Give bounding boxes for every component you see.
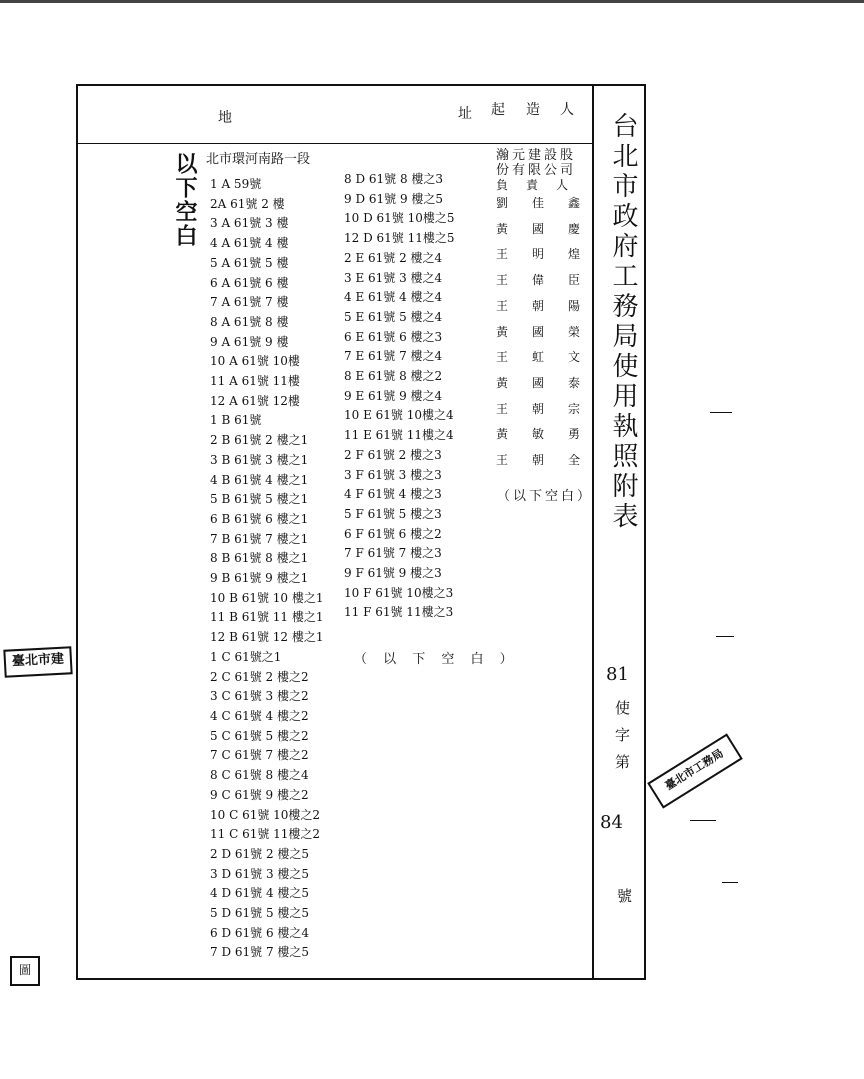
owner-name: 黃 國 榮: [496, 324, 587, 339]
address-entry: 12 A 61號 12樓: [210, 393, 300, 408]
address-entry: 11 B 61號 11 樓之1: [210, 610, 324, 625]
address-entry: 11 C 61號 11樓之2: [210, 827, 321, 842]
address-entry: 2 E 61號 2 樓之4: [344, 250, 443, 265]
owner-name: 王 偉 臣: [496, 273, 587, 288]
owner-name: 王 朝 宗: [496, 401, 587, 416]
company-name-line2: 份有限公司: [496, 163, 577, 178]
address-entry: 4 A 61號 4 樓: [210, 236, 289, 251]
address-entry: 5 F 61號 5 樓之3: [344, 506, 442, 521]
address-entry: 1 B 61號: [210, 413, 262, 428]
owner-end-note: （以下空白）: [497, 489, 594, 504]
address-entry: 6 E 61號 6 樓之3: [344, 329, 443, 344]
address-entry: 9 C 61號 9 樓之2: [210, 787, 309, 802]
page-title: 台北市政府工務局使用執照附表: [608, 112, 638, 532]
header-owner-label-2: 造: [526, 102, 540, 118]
address-column-1: [210, 175, 324, 963]
street-name: 北市環河南路一段: [206, 152, 311, 167]
address-entry: 8 C 61號 8 樓之4: [210, 768, 309, 783]
address-entry: 11 A 61號 11樓: [210, 374, 300, 389]
address-entry: 5 C 61號 5 樓之2: [210, 728, 309, 743]
address-entry: 6 D 61號 6 樓之4: [210, 925, 310, 940]
owner-names: [496, 191, 586, 474]
address-entry: 5 E 61號 5 樓之4: [344, 309, 443, 324]
address-entry: 2A 61號 2 樓: [210, 196, 285, 211]
address-entry: 11 F 61號 11樓之3: [344, 605, 454, 620]
address-entry: 7 E 61號 7 樓之4: [344, 349, 443, 364]
scan-mark: [710, 412, 732, 413]
address-entry: 8 E 61號 8 樓之2: [344, 369, 443, 384]
owner-name: 王 朝 陽: [496, 298, 587, 313]
address-entry: 3 A 61號 3 樓: [210, 216, 289, 231]
owner-name: 王 虹 文: [496, 350, 587, 365]
scan-mark: [716, 636, 734, 637]
address-entry: 7 A 61號 7 樓: [210, 295, 289, 310]
address-entry: 8 D 61號 8 樓之3: [344, 172, 444, 186]
owner-name: 劉 佳 鑫: [496, 196, 587, 210]
address-entry: 2 B 61號 2 樓之1: [210, 433, 309, 448]
address-entry: 3 F 61號 3 樓之3: [344, 467, 442, 482]
address-entry: 10 E 61號 10樓之4: [344, 408, 454, 423]
address-entry: 4 F 61號 4 樓之3: [344, 487, 442, 502]
address-entry: 12 D 61號 11樓之5: [344, 231, 455, 246]
address-entry: 9 B 61號 9 樓之1: [210, 571, 309, 586]
address-entry: 7 F 61號 7 樓之3: [344, 546, 442, 561]
right-seal-stamp: 臺北市工務局: [647, 733, 743, 808]
scan-top-edge: [0, 0, 864, 3]
owner-name: 王 朝 全: [496, 453, 587, 468]
owner-name: 王 明 煌: [496, 247, 587, 262]
responsible-person-label: 負 責 人: [496, 178, 572, 192]
owner-name: 黃 敏 勇: [496, 427, 587, 442]
permit-number-prefix: 81: [606, 664, 629, 685]
address-entry: 10 B 61號 10 樓之1: [210, 590, 324, 605]
address-entry: 7 C 61號 7 樓之2: [210, 748, 309, 763]
owner-name: 黃 國 慶: [496, 221, 587, 236]
address-entry: 3 D 61號 3 樓之5: [210, 866, 310, 881]
address-entry: 4 E 61號 4 樓之4: [344, 290, 443, 305]
address-entry: 8 A 61號 8 樓: [210, 314, 289, 329]
address-entry: 2 D 61號 2 樓之5: [210, 846, 310, 861]
address-entry: 6 B 61號 6 樓之1: [210, 511, 309, 526]
address-entry: 6 A 61號 6 樓: [210, 275, 289, 290]
left-seal-stamp: 臺北市建: [3, 646, 72, 678]
address-end-note: （ 以 下 空 白 ）: [354, 652, 519, 667]
address-entry: 5 B 61號 5 樓之1: [210, 492, 309, 507]
address-entry: 10 F 61號 10樓之3: [344, 585, 454, 600]
blank-remainder-note: 以下空白: [172, 152, 198, 248]
address-entry: 4 D 61號 4 樓之5: [210, 886, 310, 901]
header-divider: [78, 143, 594, 144]
address-entry: 2 C 61號 2 樓之2: [210, 669, 309, 684]
permit-suffix: 號: [615, 888, 633, 903]
address-entry: 11 E 61號 11樓之4: [344, 428, 454, 443]
bottom-left-seal: 圖: [10, 956, 40, 986]
address-entry: 5 D 61號 5 樓之5: [210, 906, 310, 921]
address-entry: 7 B 61號 7 樓之1: [210, 531, 309, 546]
address-entry: 4 C 61號 4 樓之2: [210, 708, 309, 723]
header-owner-label: 起: [491, 102, 505, 118]
permit-number: 84: [600, 812, 623, 833]
address-entry: 3 B 61號 3 樓之1: [210, 452, 309, 467]
address-entry: 1 C 61號之1: [210, 649, 282, 664]
address-entry: 8 B 61號 8 樓之1: [210, 551, 309, 566]
address-entry: 4 B 61號 4 樓之1: [210, 472, 309, 487]
scan-mark: [722, 882, 738, 883]
header-owner-label-3: 人: [560, 102, 574, 118]
address-entry: 10 A 61號 10樓: [210, 354, 300, 369]
address-entry: 5 A 61號 5 樓: [210, 255, 289, 270]
address-entry: 10 D 61號 10樓之5: [344, 211, 455, 226]
address-entry: 7 D 61號 7 樓之5: [210, 945, 310, 960]
address-entry: 9 E 61號 9 樓之4: [344, 388, 443, 403]
address-entry: 10 C 61號 10樓之2: [210, 807, 321, 822]
owner-name: 黃 國 泰: [496, 375, 587, 390]
address-entry: 6 F 61號 6 樓之2: [344, 526, 442, 541]
header-address-label: 地: [218, 110, 232, 126]
company-name-line1: 瀚元建設股: [496, 148, 577, 163]
address-entry: 2 F 61號 2 樓之3: [344, 447, 442, 462]
header-address-label-2: 址: [458, 106, 472, 122]
address-entry: 9 D 61號 9 樓之5: [344, 191, 444, 206]
address-entry: 3 C 61號 3 樓之2: [210, 689, 309, 704]
address-entry: 3 E 61號 3 樓之4: [344, 270, 443, 285]
address-entry: 9 A 61號 9 樓: [210, 334, 289, 349]
scan-mark: [690, 820, 716, 821]
address-entry: 12 B 61號 12 樓之1: [210, 630, 324, 645]
permit-word: 使字第: [613, 700, 631, 781]
address-entry: 9 F 61號 9 樓之3: [344, 566, 442, 581]
address-column-2: [344, 170, 455, 623]
address-entry: 1 A 59號: [210, 177, 262, 191]
